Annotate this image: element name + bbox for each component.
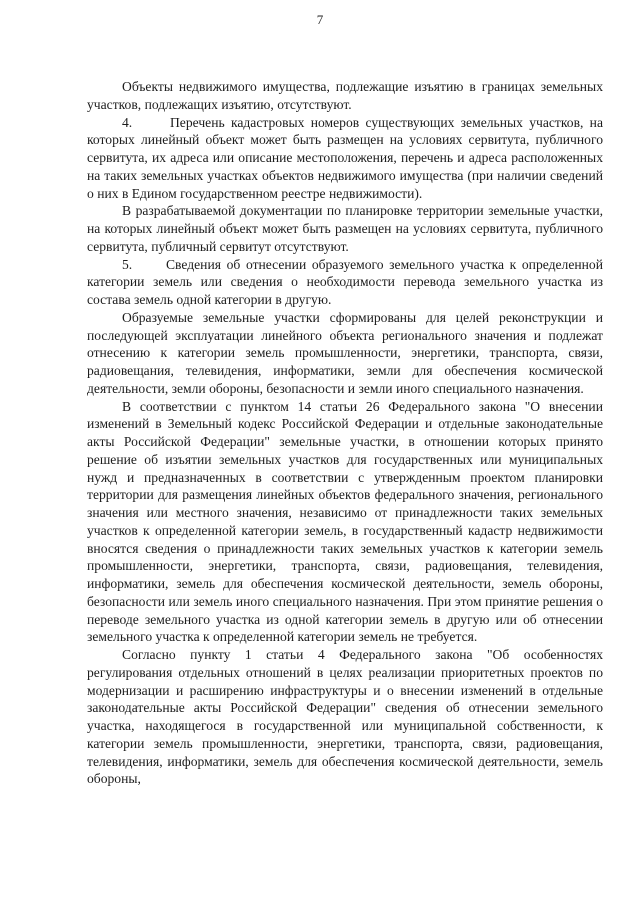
paragraph-objects-absent: Объекты недвижимого имущества, подлежащие изъятию в границах земельных участков, подлежащих изъятию, отсутствуют. <box>87 79 603 112</box>
paragraph-land-category: Образуемые земельные участки сформированы для целей реконструкции и последующей эксплуатации линейного объекта регионального значения и подлежат отнесению к категории земель промышленности, энергетики, транспорта, связи, радиовещания, телевидения, информатики, земли для обеспечения космической деятельности, земли обороны, безопасности и земли иного специального назначения. <box>87 309 603 396</box>
paragraph-section-5-heading: 5. Сведения об отнесении образуемого земельного участка к определенной категории земель или сведения о необходимости перевода земельного участка из состава земель одной категории в другую. <box>87 256 603 307</box>
paragraph-section-4-heading: 4. Перечень кадастровых номеров существующих земельных участков, на которых линейный объект может быть размещен на условиях сервитута, публичного сервитута, их адреса или описание местоположения, перечень и адреса расположенных на таких земельных участках объектов недвижимого имущества (при наличии сведений о них в Едином государственном реестре недвижимости). <box>87 114 603 201</box>
document-body <box>87 78 603 788</box>
paragraph-servitude-absent: В разрабатываемой документации по планировке территории земельные участки, на которых линейный объект может быть размещен на условиях сервитута, публичного сервитута, публичный сервитут отсутствуют. <box>87 203 603 254</box>
paragraph-federal-law-article-26: В соответствии с пунктом 14 статьи 26 Федерального закона "О внесении изменений в Земельный кодекс Российской Федерации и отдельные законодательные акты Российской Федерации" земельные участки, в отношении которых принято решение об изъятии земельных участков для государственных или муниципальных нужд и предназначенных в соответствии с утвержденным проектом планировки территории для размещения линейных объектов федерального значения, регионального значения или местного значения, независимо от принадлежности таких земельных участков к определенной категории земель, в государственный кадастр недвижимости вносятся сведения о принадлежности таких земельных участков к категории земель промышленности, энергетики, транспорта, связи, радиовещания, телевидения, информатики, земель для обеспечения космической деятельности, земель обороны, безопасности или земель иного специального назначения. При этом принятие решения о переводе земельного участка из одной категории земель в другую или об отнесении земельного участка к определенной категории земель не требуется. <box>87 398 603 645</box>
page-number: 7 <box>316 12 324 27</box>
paragraph-federal-law-article-4: Согласно пункту 1 статьи 4 Федерального закона "Об особенностях регулирования отдельных отношений в целях реализации приоритетных проектов по модернизации и расширению инфраструктуры и о внесении изменений в отдельные законодательные акты Российской Федерации" сведения об отнесении земельного участка, находящегося в государственной или муниципальной собственности, к категории земель промышленности, энергетики, транспорта, связи, радиовещания, телевидения, информатики, земель для обеспечения космической деятельности, земель обороны, <box>87 647 603 787</box>
